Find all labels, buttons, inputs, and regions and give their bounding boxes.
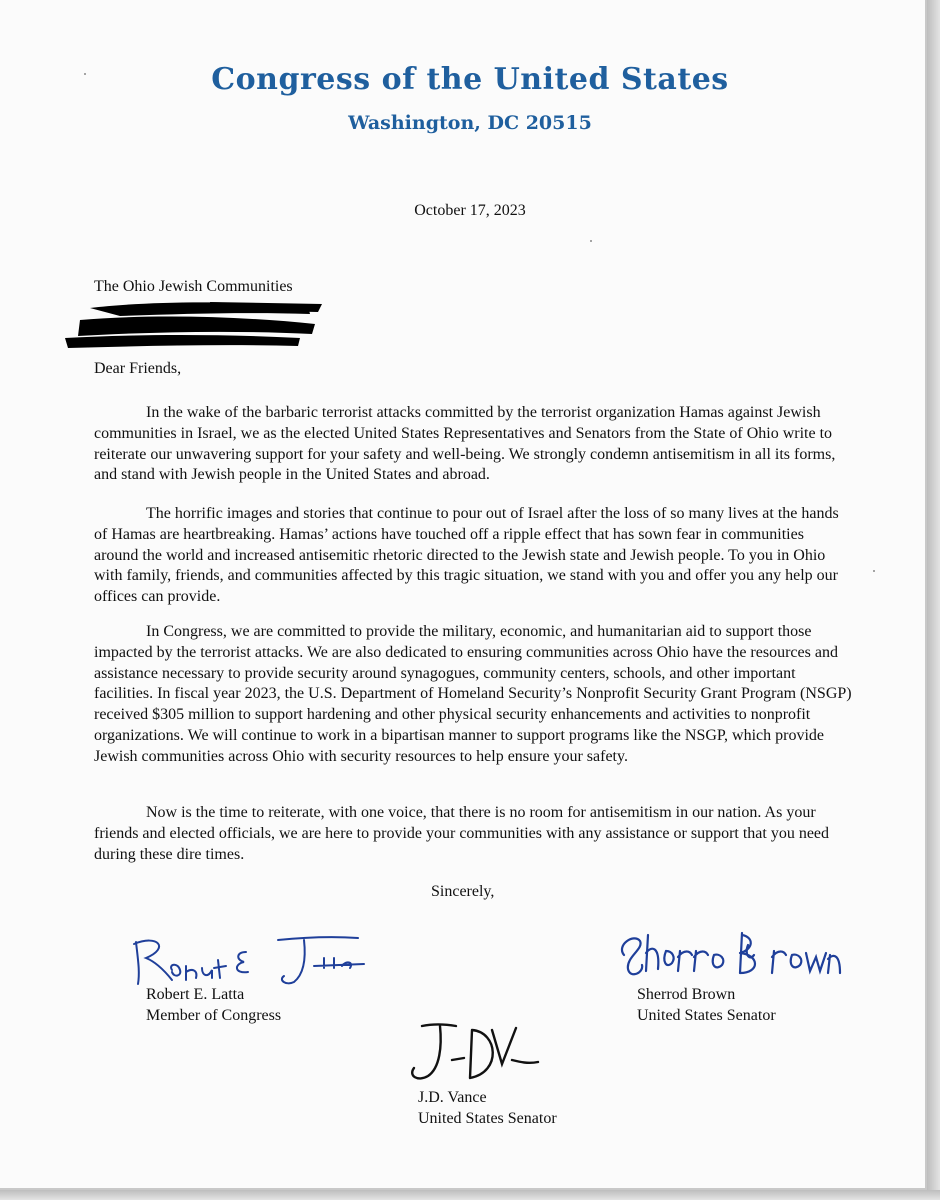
scan-speck: [84, 73, 86, 75]
signature-latta: [128, 930, 368, 988]
signer-title: United States Senator: [418, 1110, 557, 1127]
signer-latta: [146, 984, 281, 1026]
signature-brown: [614, 915, 846, 985]
letterhead-address: Washington, DC 20515: [348, 112, 592, 134]
letter-date: October 17, 2023: [414, 202, 526, 219]
signer-vance: [418, 1087, 557, 1129]
body-paragraph-4: Now is the time to reiterate, with one voice, that there is no room for antisemitism in our nation. As your friends and elected officials, we are here to provide your communities with any assistance or support that you need during these dire times.: [94, 804, 830, 863]
scan-speck: [873, 570, 875, 572]
signer-brown: [637, 984, 776, 1026]
page-shadow-bottom: [0, 1190, 940, 1200]
letterhead-title: Congress of the United States: [211, 62, 729, 97]
redaction-mark: [60, 294, 330, 352]
recipient-name: The Ohio Jewish Communities: [94, 278, 293, 295]
body-paragraph-3: In Congress, we are committed to provide the military, economic, and humanitarian aid to support those impacted by the terrorist attacks. We are also dedicated to ensuring communities across Ohio have the resources and assistance necessary to provide security around synagogues, community centers, schools, and other important facilities. In fiscal year 2023, the U.S. Department of Homeland Security’s Nonprofit Security Grant Program (NSGP) received $305 million to support hardening and other physical security enhancements and activities to nonprofit organizations. We will continue to work in a bipartisan manner to support programs like the NSGP, which provide Jewish communities across Ohio with security resources to help ensure your safety.: [94, 623, 852, 765]
salutation: Dear Friends,: [94, 360, 182, 377]
signature-vance: [402, 1016, 542, 1088]
body-paragraph-2: The horrific images and stories that continue to pour out of Israel after the loss of so many lives at the hands of Hamas are heartbreaking. Hamas’ actions have touched off a ripple effect that has sown fear in communities around the world and increased antisemitic rhetoric directed to the Jewish state and Jewish people. To you in Ohio with family, friends, and communities affected by this tragic situation, we stand with you and offer you any help our offices can provide.: [94, 505, 839, 606]
signer-name: Sherrod Brown: [637, 986, 736, 1003]
signer-title: Member of Congress: [146, 1007, 282, 1024]
page-shadow-right: [927, 0, 940, 1200]
body-paragraph-1: In the wake of the barbaric terrorist attacks committed by the terrorist organization Hamas against Jewish communities in Israel, we as the elected United States Representatives and Senators from the State of Ohio write to reiterate our unwavering support for your safety and well-being. We strongly condemn antisemitism in all its forms, and stand with Jewish people in the United States and abroad.: [94, 404, 836, 484]
signer-name: Robert E. Latta: [146, 986, 245, 1003]
closing: Sincerely,: [431, 883, 495, 900]
signer-title: United States Senator: [637, 1007, 776, 1024]
signer-name: J.D. Vance: [418, 1089, 487, 1106]
scan-speck: [590, 240, 592, 242]
